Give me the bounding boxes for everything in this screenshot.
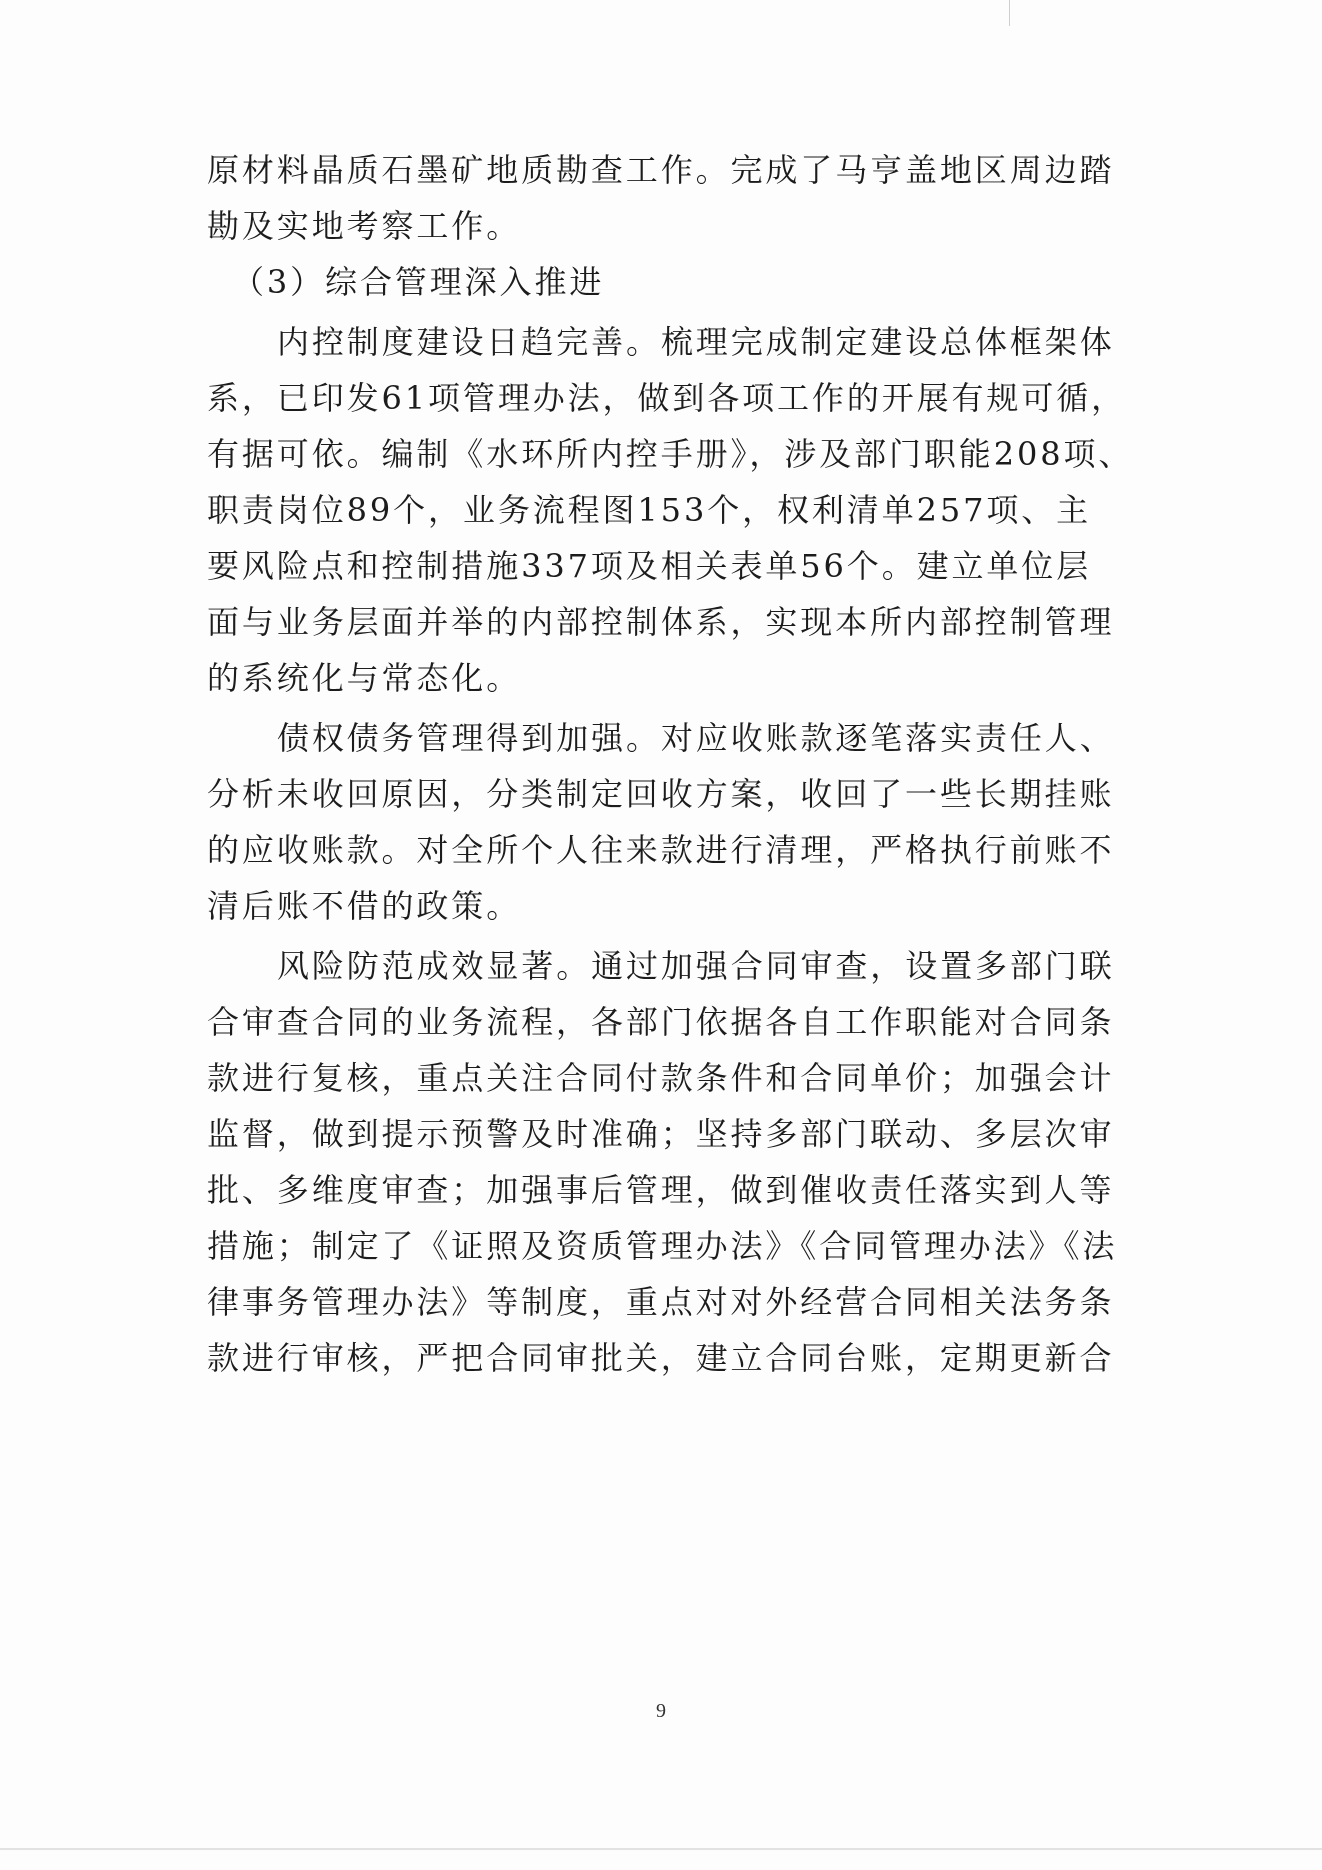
body-text-line: 勘及实地考察工作。: [207, 207, 522, 245]
scan-edge-mark: [1009, 0, 1010, 26]
body-text-line: 的系统化与常态化。: [207, 659, 522, 697]
body-text-line: 措施；制定了《证照及资质管理办法》《合同管理办法》《法: [207, 1227, 1118, 1265]
body-text-line: 有据可依。编制《水环所内控手册》，涉及部门职能208项、: [207, 435, 1134, 473]
body-text-line: 律事务管理办法》等制度，重点对对外经营合同相关法务条: [207, 1283, 1115, 1321]
body-text-line: 要风险点和控制措施337项及相关表单56个。建立单位层: [207, 547, 1092, 585]
page-number: 9: [656, 1700, 666, 1722]
body-text-line: 清后账不借的政策。: [207, 887, 522, 925]
body-text-line: 监督，做到提示预警及时准确；坚持多部门联动、多层次审: [207, 1115, 1115, 1153]
body-text-line: 分析未收回原因，分类制定回收方案，收回了一些长期挂账: [207, 775, 1115, 813]
scan-bottom-edge: [0, 1848, 1322, 1850]
body-text-line: 面与业务层面并举的内部控制体系，实现本所内部控制管理: [207, 603, 1115, 641]
paragraph-first-line: 债权债务管理得到加强。对应收账款逐笔落实责任人、: [277, 719, 1115, 757]
paragraph-first-line: 风险防范成效显著。通过加强合同审查，设置多部门联: [277, 947, 1115, 985]
body-text-line: 系，已印发61项管理办法，做到各项工作的开展有规可循，: [207, 379, 1127, 417]
body-text-line: 款进行复核，重点关注合同付款条件和合同单价；加强会计: [207, 1059, 1115, 1097]
body-text-line: 的应收账款。对全所个人往来款进行清理，严格执行前账不: [207, 831, 1115, 869]
body-text-line: 批、多维度审查；加强事后管理，做到催收责任落实到人等: [207, 1171, 1115, 1209]
body-text-line: 款进行审核，严把合同审批关，建立合同台账，定期更新合: [207, 1339, 1115, 1377]
body-text-line: 职责岗位89个，业务流程图153个，权利清单257项、主: [207, 491, 1092, 529]
body-text-line: 合审查合同的业务流程，各部门依据各自工作职能对合同条: [207, 1003, 1115, 1041]
body-text-line: 原材料晶质石墨矿地质勘查工作。完成了马亨盖地区周边踏: [207, 151, 1115, 189]
section-heading: （3）综合管理深入推进: [232, 263, 605, 301]
paragraph-first-line: 内控制度建设日趋完善。梳理完成制定建设总体框架体: [277, 323, 1115, 361]
